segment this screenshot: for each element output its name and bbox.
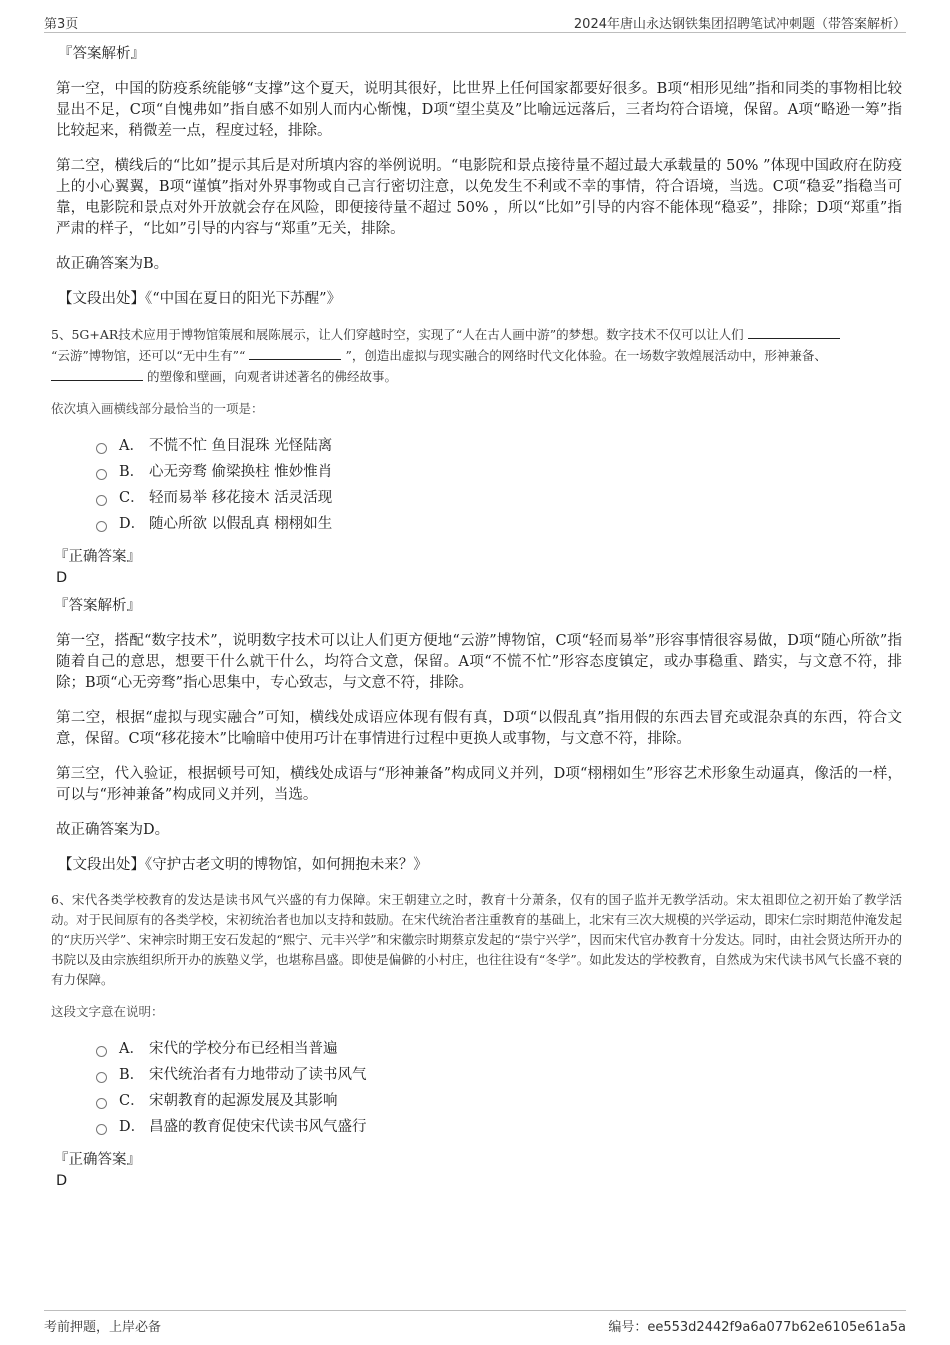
blank-line [51,366,143,381]
analysis-paragraph: 第二空，横线后的“比如”提示其后是对所填内容的举例说明。“电影院和景点接待量不超过最大承载量的 50% ”体现中国政府在防疫上的小心翼翼，B项“谨慎”指对外界事物或自己言行密切注意，以免发生不利或不幸的事情，符合语境，当选。C项“稳妥”指稳当可靠，电影院和景点对外开放就会存在风险，即便接待量不超过 50% ，所以“比如”引导的内容不能体现“稳妥”，排除；D项“郑重”指严肃的样子，“比如”引导的内容与“郑重”无关，排除。 [56,158,902,237]
option-d[interactable]: D． 随心所欲 以假乱真 栩栩如生 [96,511,902,537]
radio-icon[interactable] [96,1046,107,1057]
option-b[interactable]: B． 宋代统治者有力地带动了读书风气 [96,1062,902,1088]
radio-icon[interactable] [96,1072,107,1083]
question-prompt: 这段文字意在说明： [51,1004,164,1019]
analysis-paragraph: 第一空，中国的防疫系统能够“支撑”这个夏天，说明其很好，比世界上任何国家都要好很多。B项“相形见绌”指和同类的事物相比较显出不足，C项“自愧弗如”指自感不如别人而内心惭愧，D项“望尘莫及”比喻远远落后，三者均符合语境，保留。A项“略逊一筹”指比较起来，稍微差一点，程度过轻，排除。 [56,81,902,139]
question-stem: 6、宋代各类学校教育的发达是读书风气兴盛的有力保障。宋王朝建立之时，教育十分萧条，仅有的国子监并无教学活动。宋太祖即位之初开始了教学活动。对于民间原有的各类学校，宋初统治者也加以支持和鼓励。在宋代统治者注重教育的基础上，北宋有三次大规模的兴学运动，即宋仁宗时期范仲淹发起的“庆历兴学”、宋神宗时期王安石发起的“熙宁、元丰兴学”和宋徽宗时期蔡京发起的“崇宁兴学”，因而宋代官办教育十分发达。同时，由社会贤达所开办的书院以及由宗族组织所开办的族塾义学，也堪称昌盛。即使是偏僻的小村庄，也往往设有“冬学”。如此发达的学校教育，自然成为宋代读书风气长盛不衰的有力保障。 [51,892,902,987]
radio-icon[interactable] [96,443,107,454]
option-c[interactable]: C． 轻而易举 移花接木 活灵活现 [96,485,902,511]
question-stem: 5、5G+AR技术应用于博物馆策展和展陈展示，让人们穿越时空，实现了“人在古人画中游”的梦想。数字技术不仅可以让人们 “云游”博物馆，还可以“无中生有”“ ”，创造出虚拟与现实融合的网络时代文化体验。在一场数字敦煌展活动中，形神兼备、 的塑像和壁画，向观者讲述著名的佛经故事。 [51,324,902,387]
blank-line [748,324,840,339]
radio-icon[interactable] [96,1098,107,1109]
option-list [96,1036,902,1140]
answer-label: 『正确答案』 [54,1152,141,1168]
document-title: 2024年唐山永达钢铁集团招聘笔试冲刺题（带答案解析） [573,17,906,32]
option-b[interactable]: B． 心无旁骛 偷梁换柱 惟妙惟肖 [96,459,902,485]
page-number: 第3页 [44,17,79,32]
footer-slogan: 考前押题，上岸必备 [44,1320,162,1335]
option-a[interactable]: A． 不慌不忙 鱼目混珠 光怪陆离 [96,433,902,459]
page-header [44,10,906,33]
radio-icon[interactable] [96,521,107,532]
option-list [96,433,902,537]
blank-line [249,345,341,360]
option-d[interactable]: D． 昌盛的教育促使宋代读书风气盛行 [96,1114,902,1140]
document-body [51,44,902,1199]
page-footer [44,1310,906,1335]
answer-label: 『正确答案』 [54,549,141,565]
question-prompt: 依次填入画横线部分最恰当的一项是： [51,401,264,416]
radio-icon[interactable] [96,469,107,480]
analysis-paragraph: 第二空，根据“虚拟与现实融合”可知，横线处成语应体现有假有真，D项“以假乱真”指用假的东西去冒充或混杂真的东西，符合文意，保留。C项“移花接木”比喻暗中使用巧计在事情进行过程中更换人或事物，与文意不符，排除。 [56,710,902,747]
answer-conclusion: 故正确答案为B。 [56,256,169,272]
answer-conclusion: 故正确答案为D。 [56,822,170,838]
source-citation: 【文段出处】《守护古老文明的博物馆，如何拥抱未来？》 [58,857,428,873]
analysis-paragraph: 第三空，代入验证，根据顿号可知，横线处成语与“形神兼备”构成同义并列，D项“栩栩如生”形容艺术形象生动逼真，像活的一样，可以与“形神兼备”构成同义并列，当选。 [56,766,902,803]
source-citation: 【文段出处】《“中国在夏日的阳光下苏醒”》 [58,291,342,307]
document-code: 编号：ee553d2442f9a6a077b62e6105e61a5a [608,1320,906,1335]
analysis-paragraph: 第一空，搭配“数字技术”，说明数字技术可以让人们更方便地“云游”博物馆，C项“轻而易举”形容事情很容易做，D项“随心所欲”指随着自己的意思，想要干什么就干什么，均符合文意，保留。A项“不慌不忙”形容态度镇定，或办事稳重、踏实，与文意不符，排除；B项“心无旁骛”指心思集中，专心致志，与文意不符，排除。 [56,633,902,691]
radio-icon[interactable] [96,495,107,506]
correct-answer: D [56,1173,68,1189]
analysis-label: 『答案解析』 [58,46,145,62]
radio-icon[interactable] [96,1124,107,1135]
option-a[interactable]: A． 宋代的学校分布已经相当普遍 [96,1036,902,1062]
analysis-label: 『答案解析』 [54,598,141,614]
correct-answer: D [56,570,68,586]
option-c[interactable]: C． 宋朝教育的起源发展及其影响 [96,1088,902,1114]
